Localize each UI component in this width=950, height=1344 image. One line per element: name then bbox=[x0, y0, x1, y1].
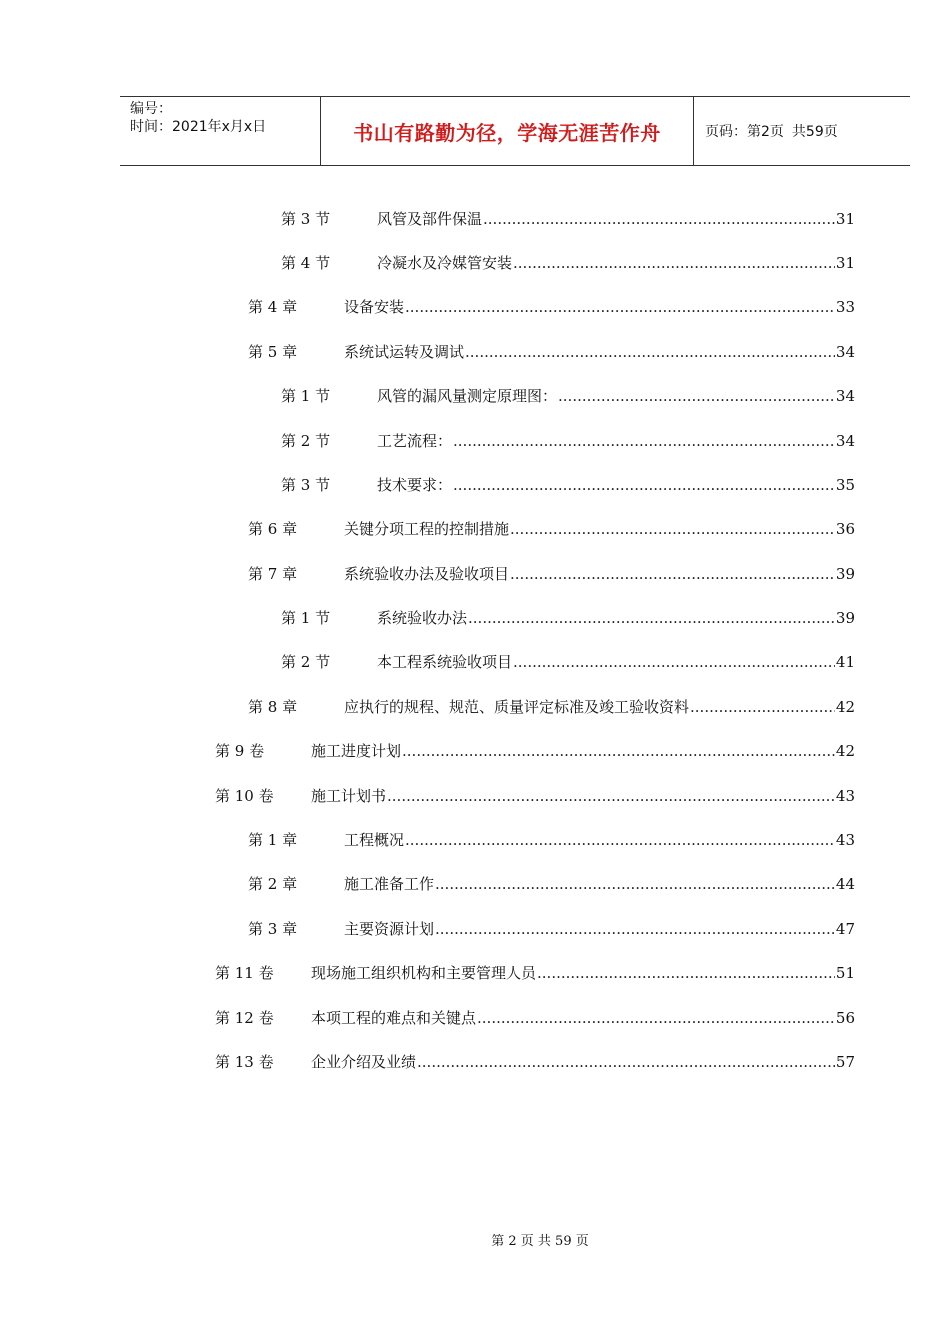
toc-dot-leader bbox=[690, 698, 835, 716]
toc-entry-title: 风管的漏风量测定原理图： bbox=[377, 387, 558, 405]
toc-entry-title: 关键分项工程的控制措施 bbox=[344, 520, 510, 538]
toc-entry-page: 43 bbox=[835, 787, 855, 805]
toc-entry-label: 第 12 卷 bbox=[215, 1009, 274, 1027]
toc-entry-label: 第 3 章 bbox=[248, 920, 298, 938]
document-time-label: 时间：2021年x月x日 bbox=[130, 119, 267, 135]
toc-entry-title: 风管及部件保温 bbox=[377, 210, 483, 228]
toc-entry[interactable] bbox=[248, 518, 855, 538]
toc-entry-page: 34 bbox=[835, 387, 855, 405]
toc-entry-title: 设备安装 bbox=[344, 298, 405, 316]
toc-entry[interactable] bbox=[215, 740, 855, 760]
toc-entry-label: 第 4 章 bbox=[248, 298, 298, 316]
toc-entry-label: 第 2 节 bbox=[281, 653, 331, 671]
toc-dot-leader bbox=[435, 875, 835, 893]
toc-entry-page: 36 bbox=[835, 520, 855, 538]
toc-entry-label: 第 7 章 bbox=[248, 565, 298, 583]
toc-entry-label: 第 3 节 bbox=[281, 476, 331, 494]
toc-entry[interactable] bbox=[215, 962, 855, 982]
header-info-cell bbox=[120, 97, 321, 165]
toc-entry[interactable] bbox=[248, 341, 855, 361]
toc-entry-page: 34 bbox=[835, 432, 855, 450]
toc-entry-page: 43 bbox=[835, 831, 855, 849]
toc-entry-page: 44 bbox=[835, 875, 855, 893]
toc-entry-title: 系统验收办法及验收项目 bbox=[344, 565, 510, 583]
toc-dot-leader bbox=[453, 476, 835, 494]
toc-entry[interactable] bbox=[215, 1051, 855, 1071]
toc-entry-label: 第 2 章 bbox=[248, 875, 298, 893]
toc-entry-title: 系统验收办法 bbox=[377, 609, 468, 627]
toc-entry[interactable] bbox=[281, 385, 855, 405]
toc-entry-title: 冷凝水及冷媒管安装 bbox=[377, 254, 513, 272]
toc-entry[interactable] bbox=[215, 785, 855, 805]
toc-dot-leader bbox=[405, 298, 835, 316]
header-page-number: 页码：第2页 bbox=[705, 124, 784, 140]
toc-entry-title: 技术要求： bbox=[377, 476, 453, 494]
toc-entry-title: 本项工程的难点和关键点 bbox=[311, 1009, 477, 1027]
toc-entry[interactable] bbox=[248, 829, 855, 849]
toc-entry[interactable] bbox=[281, 474, 855, 494]
toc-dot-leader bbox=[537, 964, 835, 982]
toc-entry-page: 31 bbox=[835, 254, 855, 272]
toc-entry-page: 42 bbox=[835, 698, 855, 716]
document-number-label: 编号： bbox=[130, 101, 172, 117]
toc-entry-page: 39 bbox=[835, 609, 855, 627]
toc-entry-label: 第 10 卷 bbox=[215, 787, 274, 805]
toc-entry-title: 企业介绍及业绩 bbox=[311, 1053, 417, 1071]
toc-entry[interactable] bbox=[215, 1007, 855, 1027]
toc-entry-label: 第 1 章 bbox=[248, 831, 298, 849]
toc-entry-title: 施工进度计划 bbox=[311, 742, 402, 760]
toc-entry-page: 39 bbox=[835, 565, 855, 583]
toc-entry-label: 第 1 节 bbox=[281, 609, 331, 627]
page-header bbox=[120, 96, 910, 166]
toc-entry[interactable] bbox=[248, 873, 855, 893]
toc-entry-page: 34 bbox=[835, 343, 855, 361]
toc-entry-label: 第 6 章 bbox=[248, 520, 298, 538]
toc-entry[interactable] bbox=[248, 918, 855, 938]
toc-entry-label: 第 9 卷 bbox=[215, 742, 265, 760]
toc-entry-page: 47 bbox=[835, 920, 855, 938]
toc-entry-page: 51 bbox=[835, 964, 855, 982]
header-page-cell bbox=[695, 97, 910, 165]
toc-entry-page: 31 bbox=[835, 210, 855, 228]
toc-entry[interactable] bbox=[281, 651, 855, 671]
toc-entry[interactable] bbox=[248, 296, 855, 316]
toc-entry-title: 本工程系统验收项目 bbox=[377, 653, 513, 671]
toc-entry-label: 第 3 节 bbox=[281, 210, 331, 228]
toc-entry[interactable] bbox=[248, 696, 855, 716]
toc-dot-leader bbox=[513, 653, 835, 671]
toc-dot-leader bbox=[465, 343, 835, 361]
header-motto: 书山有路勤为径，学海无涯苦作舟 bbox=[353, 120, 661, 145]
toc-dot-leader bbox=[405, 831, 835, 849]
header-motto-cell bbox=[321, 97, 694, 165]
toc-entry[interactable] bbox=[248, 563, 855, 583]
page-footer: 第 2 页 共 59 页 bbox=[491, 1234, 589, 1249]
toc-entry-title: 现场施工组织机构和主要管理人员 bbox=[311, 964, 537, 982]
toc-entry-title: 应执行的规程、规范、质量评定标准及竣工验收资料 bbox=[344, 698, 690, 716]
toc-entry-title: 系统试运转及调试 bbox=[344, 343, 465, 361]
toc-entry-page: 41 bbox=[835, 653, 855, 671]
toc-entry-label: 第 8 章 bbox=[248, 698, 298, 716]
toc-dot-leader bbox=[417, 1053, 835, 1071]
toc-dot-leader bbox=[477, 1009, 835, 1027]
toc-entry-label: 第 5 章 bbox=[248, 343, 298, 361]
toc-entry-title: 施工准备工作 bbox=[344, 875, 435, 893]
toc-entry-label: 第 2 节 bbox=[281, 432, 331, 450]
toc-dot-leader bbox=[435, 920, 835, 938]
toc-dot-leader bbox=[453, 432, 835, 450]
toc-dot-leader bbox=[483, 210, 835, 228]
toc-entry[interactable] bbox=[281, 252, 855, 272]
toc-entry[interactable] bbox=[281, 208, 855, 228]
toc-entry-title: 主要资源计划 bbox=[344, 920, 435, 938]
toc-entry-title: 工艺流程： bbox=[377, 432, 453, 450]
toc-entry-page: 35 bbox=[835, 476, 855, 494]
toc-entry-page: 42 bbox=[835, 742, 855, 760]
toc-entry-page: 57 bbox=[835, 1053, 855, 1071]
toc-entry-label: 第 4 节 bbox=[281, 254, 331, 272]
header-page-total: 共59页 bbox=[791, 124, 838, 140]
toc-dot-leader bbox=[387, 787, 835, 805]
toc-entry-page: 56 bbox=[835, 1009, 855, 1027]
toc-dot-leader bbox=[513, 254, 835, 272]
toc-entry-title: 工程概况 bbox=[344, 831, 405, 849]
toc-dot-leader bbox=[402, 742, 835, 760]
toc-entry[interactable] bbox=[281, 430, 855, 450]
toc-dot-leader bbox=[510, 565, 835, 583]
toc-entry-label: 第 13 卷 bbox=[215, 1053, 274, 1071]
toc-dot-leader bbox=[510, 520, 835, 538]
toc-dot-leader bbox=[558, 387, 835, 405]
toc-dot-leader bbox=[468, 609, 835, 627]
toc-entry-title: 施工计划书 bbox=[311, 787, 387, 805]
toc-entry[interactable] bbox=[281, 607, 855, 627]
toc-entry-label: 第 1 节 bbox=[281, 387, 331, 405]
toc-entry-page: 33 bbox=[835, 298, 855, 316]
toc-entry-label: 第 11 卷 bbox=[215, 964, 274, 982]
